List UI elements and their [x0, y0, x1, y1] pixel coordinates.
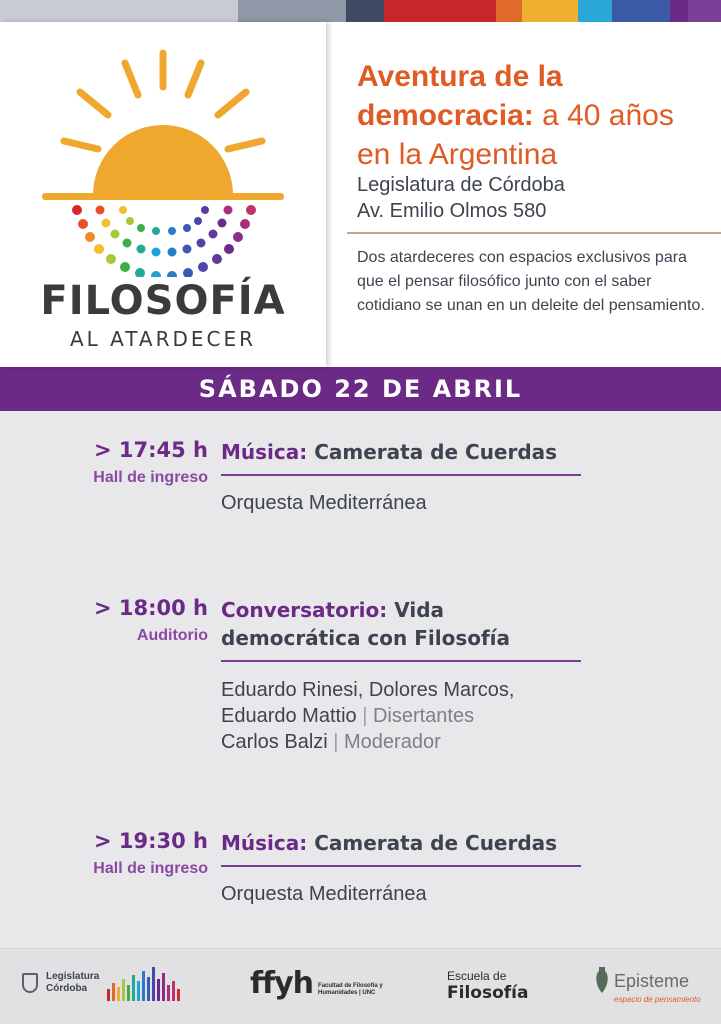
legislatura-logo: [22, 971, 99, 995]
activity-kind: Música:: [221, 440, 308, 464]
schedule-activity: [221, 596, 581, 652]
escuela-text: Filosofía: [447, 983, 529, 1003]
venue-name: Legislatura de Córdoba: [357, 174, 565, 196]
color-stripe: [612, 0, 670, 22]
color-stripe: [496, 0, 522, 22]
ffyh-logo: [250, 967, 388, 1001]
venue: [357, 172, 565, 224]
schedule-place: Auditorio: [136, 627, 208, 644]
schedule-time: > 17:45 h: [93, 438, 208, 462]
color-stripe: [578, 0, 612, 22]
schedule-time: > 19:30 h: [93, 829, 208, 853]
episteme-logo: [594, 965, 701, 1004]
role-label: Disertantes: [372, 705, 475, 727]
separator: |: [327, 731, 345, 753]
color-stripe: [522, 0, 578, 22]
escuela-text: Escuela de: [447, 969, 507, 983]
schedule-detail: Orquesta Mediterránea: [221, 883, 427, 905]
legislatura-text: Legislatura: [46, 971, 100, 982]
color-stripe: [688, 0, 721, 22]
logo-subtitle: AL ATARDECER: [69, 327, 257, 351]
event-title: [357, 57, 707, 174]
activity-title: Camerata de Cuerdas: [307, 440, 558, 464]
header: [0, 22, 721, 367]
top-color-bar: [0, 0, 721, 22]
event-description: Dos atardeceres con espacios exclusivos para que el pensar filosófico junto con el saber cotidiano se unan en un deleite del pensamiento.: [357, 249, 705, 314]
schedule-divider: [221, 474, 581, 476]
schedule-divider: [221, 865, 581, 867]
event-title-rest: a 40 años en la Argentina: [357, 99, 674, 171]
footer-sponsors: [0, 948, 721, 1024]
color-stripe: [670, 0, 688, 22]
legislatura-text: Córdoba: [46, 983, 88, 994]
episteme-caption: espacio de pensamiento: [614, 995, 701, 1004]
schedule-detail: [221, 677, 601, 755]
divider: [347, 232, 721, 234]
moderator-name: Carlos Balzi: [221, 731, 328, 753]
color-stripe: [238, 0, 346, 22]
logo-panel: [0, 22, 326, 367]
role-label: Moderador: [344, 731, 441, 753]
color-stripe: [0, 0, 238, 22]
color-stripe: [346, 0, 384, 22]
shield-icon: [22, 973, 38, 993]
schedule-activity: [221, 438, 581, 466]
activity-title: Vida democrática con Filosofía: [221, 598, 511, 650]
schedule-place: Hall de ingreso: [93, 860, 208, 877]
event-title-bold: Aventura de la democracia:: [357, 60, 563, 132]
equalizer-bars-icon: [107, 967, 182, 1001]
logo-title: FILOSOFÍA: [40, 278, 286, 324]
schedule-place: Hall de ingreso: [93, 469, 208, 486]
schedule-time: > 18:00 h: [93, 596, 208, 620]
schedule-detail: Orquesta Mediterránea: [221, 492, 427, 514]
escuela-logo: [447, 969, 528, 1003]
date-banner: SÁBADO 22 DE ABRIL: [0, 367, 721, 411]
activity-title: Camerata de Cuerdas: [307, 831, 558, 855]
activity-kind: Conversatorio:: [221, 598, 388, 622]
venue-address: Av. Emilio Olmos 580: [357, 200, 547, 222]
speaker-name: Eduardo Mattio: [221, 705, 357, 727]
ffyh-caption: Facultad de Filosofía y Humanidades | UNC: [318, 983, 383, 996]
separator: |: [356, 705, 373, 727]
color-stripe: [384, 0, 496, 22]
schedule-activity: [221, 829, 581, 857]
speakers-line: [221, 703, 601, 729]
speakers-line: Eduardo Rinesi, Dolores Marcos,: [221, 679, 515, 701]
ffyh-text: ffyh: [250, 966, 314, 1001]
activity-kind: Música:: [221, 831, 308, 855]
moderator-line: [221, 729, 601, 755]
schedule-divider: [221, 660, 581, 662]
sunset-logo-icon: [30, 47, 296, 277]
amphora-icon: [594, 965, 610, 995]
episteme-text: Episteme: [614, 971, 690, 991]
